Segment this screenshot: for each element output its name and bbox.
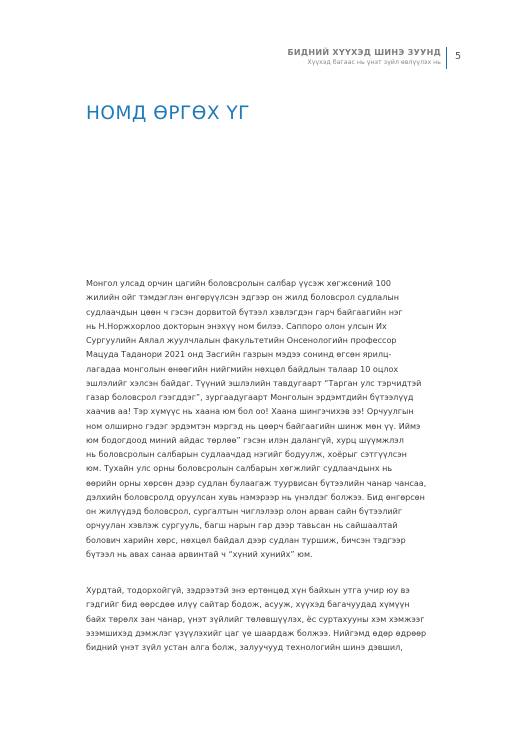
text-line: юм бодогдоод миний айдас төрлөө” гэсэн илэн далангүй, хурц шүүмжлэл <box>86 435 404 445</box>
text-line: бүтээл нь авах санаа арвинтай ч “хүний хунийх” юм. <box>86 549 313 559</box>
text-line: ном олширно гэдэг эрдэмтэн мэргэд нь цөөрч байгаагийн шинж мөн үү. Иймэ <box>86 421 421 431</box>
text-line: хаачив аа! Тэр хүмүүс нь хаана юм бол оо! Хаана шингэчихэв ээ! Орчуулгын <box>86 407 414 417</box>
text-line: Сургуулийн Аялал жуулчлалын факультетийн Онсенологийн профессор <box>86 336 397 345</box>
text-line: судлаачдын цөөн ч гэсэн дорвитой бүтээл хэвлэгдэн гарч байгаагийн нэг <box>86 307 403 317</box>
chapter-title: НОМД ӨРГӨХ ҮГ <box>86 103 250 124</box>
text-line: болович харийн хөрс, нөхцөл байдал дээр судлан туршиж, бичсэн тэдгээр <box>86 535 406 545</box>
running-header <box>288 47 441 67</box>
text-line: орчуулан хэвлэж сургууль, багш нарын гар дээр тавьсан нь сайшаалтай <box>86 521 398 531</box>
running-header-title: БИДНИЙ ХҮҮХЭД ШИНЭ ЗУУНД <box>287 48 441 57</box>
text-line: юм. Тухайн улс орны боловсролын салбарын хөгжлийг судлаачдынх нь <box>86 464 393 474</box>
text-line: он жилүүдэд боловсрол, сургалтын чиглэлээр олон арван сайн бүтээлийг <box>86 507 403 516</box>
text-line: гэдгийг бид өөрсдөө илүү сайтар бодож, асууж, хүүхэд багачуудад хүмүүн <box>86 600 410 610</box>
text-line: газар боловсрол гээгддэг”, зургаадугаарт Монголын эрдэмтдийн бүтээлүүд <box>86 393 414 402</box>
text-line: нь боловсролын салбарын судлаачдад нэгийг бодуулж, хоёрыг сэтгүүлсэн <box>86 450 407 459</box>
header-divider <box>446 47 447 69</box>
page-number: 5 <box>455 51 462 62</box>
text-line: эзэмшихэд дэмжлэг үзүүлэхийг цаг үе шаардаж болжээ. Нийгэмд өдөр өдрөөр <box>86 628 427 638</box>
text-line: өөрийн орны хөрсөн дээр судлан булаагаж туурвисан бүтээлийн чанар чансаа, <box>86 478 427 488</box>
text-line: дэлхийн боловсролд оруулсан хувь нэмэрээр нь үнэлдэг болжээ. Бид өнгөрсөн <box>86 492 425 502</box>
text-line: жилийн ойг тэмдэглэн өнгөрүүлсэн эдгээр он жилд боловсрол судлалын <box>86 293 399 303</box>
text-line: Монгол улсад орчин цагийн боловсролын салбар үүсэж хөгжсөний 100 <box>86 279 391 288</box>
text-line: бидний үнэт зүйл устан алга болж, залуучууд технологийн шинэ дэвшил, <box>86 643 403 652</box>
text-line: Хурдтай, тодорхойгүй, зэдрээтэй энэ ертөнцөд хүн байхын утга учир юу вэ <box>86 586 410 595</box>
text-line: нь Н.Норжхорлоо докторын энэхүү ном билээ. Саппоро олон улсын Их <box>86 321 387 331</box>
body-paragraph-1 <box>86 277 448 562</box>
running-header-subtitle: Хүүхэд багаас нь үнэт зүйл өвлүүлэх нь <box>307 59 441 66</box>
text-line: Мацуда Таданори 2021 онд Засгийн газрын мэдээ сонинд өгсөн ярилц- <box>86 350 392 360</box>
text-line: байх төрөлх зан чанар, үнэт зүйлийг төлөвшүүлэх, ёс суртахууны хэм хэмжээг <box>86 614 425 624</box>
body-paragraph-2 <box>86 584 448 655</box>
text-line: лагадаа монголын өнөөгийн нийгмийн нөхцөл байдлын талаар 10 оцлох <box>86 364 399 374</box>
text-line: эшлэлийг хэлсэн байдаг. Түүний эшлэлийн тавдугаарт “Тарган улс тэрчидтэй <box>86 378 422 388</box>
